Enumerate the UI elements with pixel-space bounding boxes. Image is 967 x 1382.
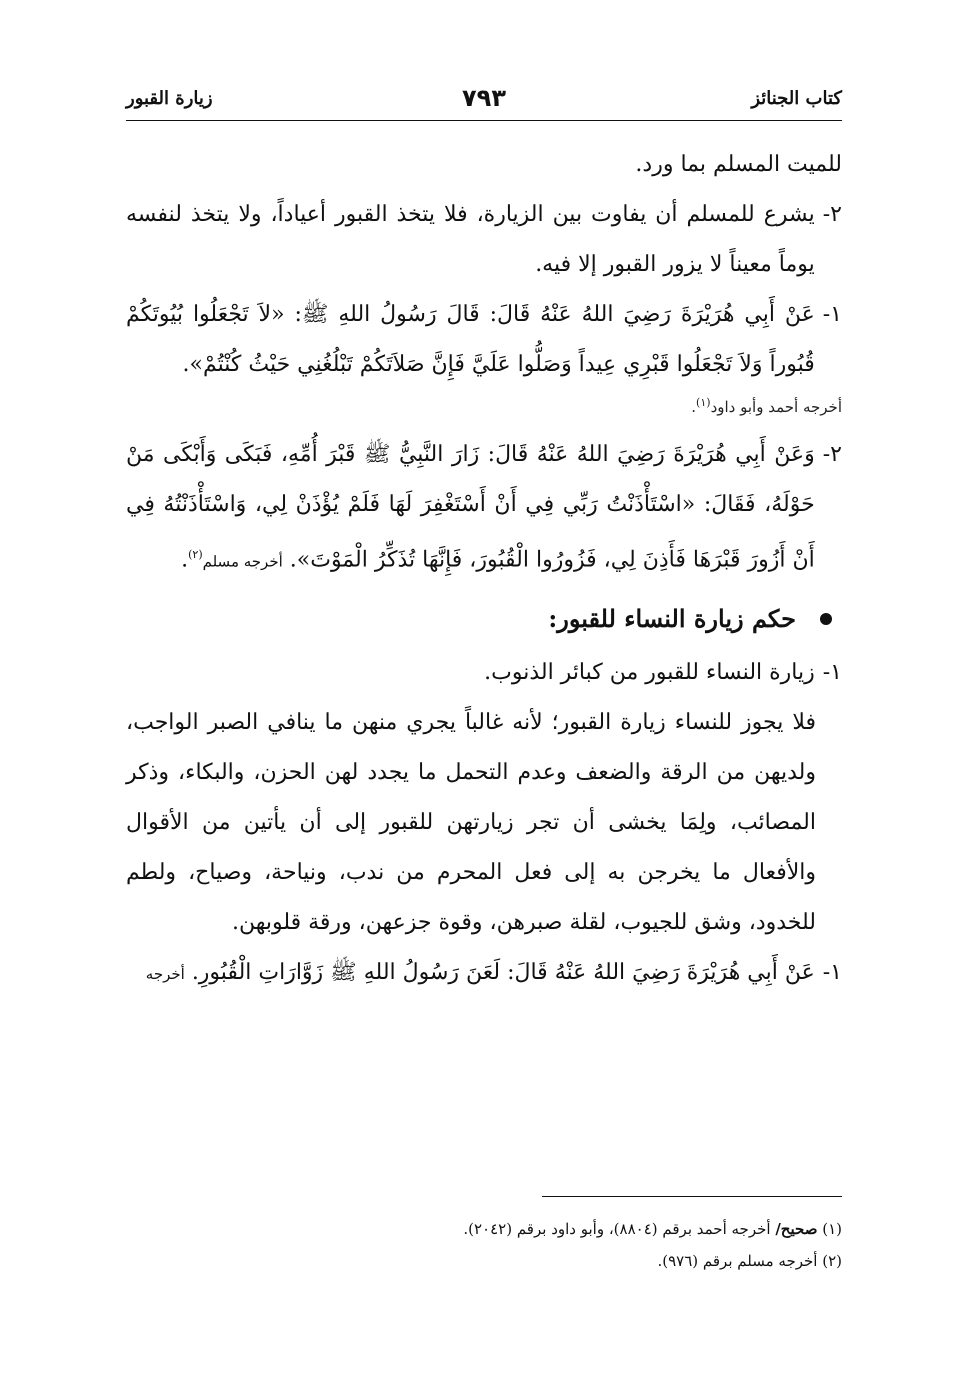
footnote-ref: (١) [696, 396, 711, 409]
item-text: زيارة النساء للقبور من كبائر الذنوب. [484, 660, 815, 686]
footnote-text: أخرجه أحمد برقم (٨٨٠٤)، وأبو داود برقم (٢٠٤٢). [463, 1220, 771, 1238]
source-text: أخرجه أحمد وأبو داود [710, 398, 842, 416]
book-title: كتاب الجنائز [751, 88, 842, 109]
chapter-title: زيارة القبور [126, 88, 213, 109]
hadith-body: وَعَنْ أَبِي هُرَيْرَةَ رَضِيَ اللهُ عَنْهُ قَالَ: زَارَ النَّبِيُّ ﷺ قَبْرَ أُمِّهِ، فَبَكَى وَأَبْكَى مَنْ حَوْلَهُ، فَقَالَ: «اسْتَأْذَنْتُ رَبِّي فِي أَنْ أَسْتَغْفِرَ لَهَا فَلَمْ يُؤْذَنْ لِي، وَاسْتَأْذَنْتُهُ فِي أَنْ أَزُورَ قَبْرَهَا فَأَذِنَ لِي، فَزُورُوا الْقُبُورَ، فَإِنَّهَا تُذَكِّرُ الْمَوْتَ». [126, 442, 815, 573]
footnotes [126, 1213, 842, 1277]
hadith-text [126, 948, 815, 999]
item-number: ٢- [822, 202, 842, 227]
hadith-1 [126, 290, 842, 390]
section-heading [126, 594, 842, 644]
bullet-icon [820, 613, 832, 625]
footnote-1 [126, 1213, 842, 1245]
footnote-number: (٢) [822, 1252, 842, 1270]
hadith-3 [126, 948, 842, 999]
footnote-2 [126, 1245, 842, 1277]
hadith-number: ٢- [822, 442, 842, 467]
hadith-text: وَعَنْ أَبِي هُرَيْرَةَ رَضِيَ اللهُ عَنْهُ قَالَ: زَارَ النَّبِيُّ ﷺ قَبْرَ أُمِّهِ، فَبَكَى وَأَبْكَى مَنْ حَوْلَهُ، فَقَالَ: «اسْتَأْذَنْتُ رَبِّي فِي أَنْ أَسْتَغْفِرَ لَهَا فَلَمْ يُؤْذَنْ لِي، وَاسْتَأْذَنْتُهُ فِي أَنْ أَزُورَ قَبْرَهَا فَأَذِنَ لِي، فَزُورُوا الْقُبُورَ، فَإِنَّهَا تُذَكِّرُ الْمَوْتَ». أخرجه مسلم$^{(٢)}$. [126, 442, 815, 573]
source-text: أخرجه [145, 965, 185, 984]
footnote-ref: (٢) [188, 548, 203, 561]
continuation-line: للميت المسلم بما ورد. [635, 152, 842, 177]
women-rule-1 [126, 648, 842, 698]
hadith-2 [126, 430, 842, 586]
footnote-text: أخرجه مسلم برقم (٩٧٦). [657, 1252, 818, 1270]
hadith-number: ١- [822, 302, 842, 327]
footnote-number: (١) [822, 1220, 842, 1238]
main-text [126, 140, 842, 999]
page-header [126, 84, 842, 121]
rule-item-2 [126, 190, 842, 290]
hadith-text: عَنْ أَبِي هُرَيْرَةَ رَضِيَ اللهُ عَنْهُ قَالَ: قَالَ رَسُولُ اللهِ ﷺ: «لاَ تَجْعَلُوا بُيُوتَكُمْ قُبُوراً وَلاَ تَجْعَلُوا قَبْرِي عِيداً وَصَلُّوا عَلَيَّ فَإِنَّ صَلاَتَكُمْ تَبْلُغُنِي حَيْثُ كُنْتُمْ». [126, 302, 815, 377]
explanation-paragraph: فلا يجوز للنساء زيارة القبور؛ لأنه غالباً يجري منهن ما ينافي الصبر الواجب، ولديهن من الرقة والضعف وعدم التحمل ما يجدد لهن الحزن، والبكاء، وذكر المصائب، ولِمَا يخشى أن تجر زيارتهن للقبور إلى أن يأتين من الأقوال والأفعال ما يخرجن به إلى فعل المحرم من ندب، ونياحة، وصياح، ولطم للخدود، وشق للجيوب، لقلة صبرهن، وقوة جزعهن، ورقة قلوبهن. [126, 710, 816, 936]
item-number: ١- [822, 660, 842, 686]
footnote-grade: صحيح/ [775, 1220, 818, 1238]
hadith-1-source: أخرجه أحمد وأبو داود$^{(١)}$. [691, 396, 842, 416]
item-text: يشرع للمسلم أن يفاوت بين الزيارة، فلا يتخذ القبور أعياداً، ولا يتخذ لنفسه يوماً معيناً لا يزور القبور إلا فيه. [126, 202, 815, 277]
source-text: أخرجه مسلم [202, 552, 283, 571]
hadith-number: ١- [822, 960, 842, 986]
footnote-divider [542, 1196, 842, 1197]
page-number: ٧٩٣ [462, 84, 506, 112]
heading-text: حكم زيارة النساء للقبور: [548, 604, 796, 634]
hadith-body: عَنْ أَبِي هُرَيْرَةَ رَضِيَ اللهُ عَنْهُ قَالَ: لَعَنَ رَسُولُ اللهِ ﷺ زَوَّارَاتِ الْقُبُورِ. [191, 960, 815, 986]
